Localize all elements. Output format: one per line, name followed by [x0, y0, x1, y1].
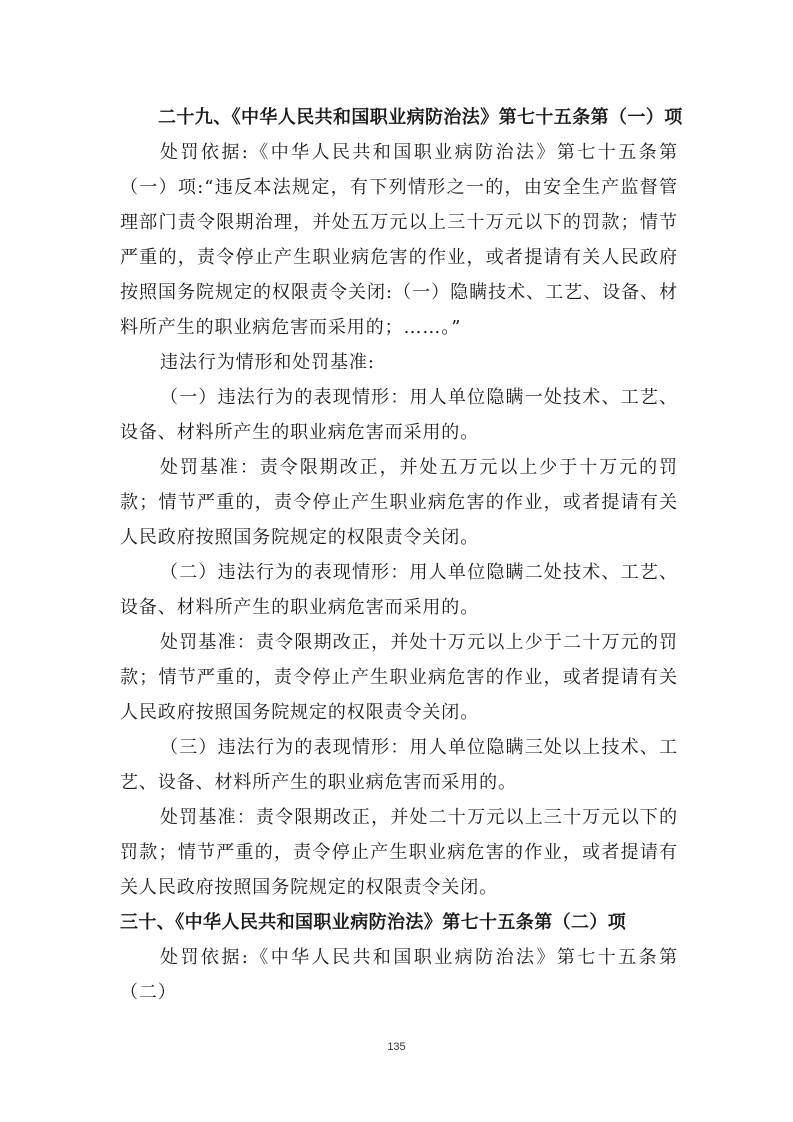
violation-case-2: （二）违法行为的表现情形：用人单位隐瞒二处技术、工艺、设备、材料所产生的职业病危害而采用的。	[120, 562, 678, 618]
penalty-standard-3: 处罚基准：责令限期改正，并处二十万元以上三十万元以下的罚款；情节严重的，责令停止产生职业病危害的作业，或者提请有关人民政府按照国务院规定的权限责令关闭。	[120, 807, 678, 898]
document-body	[120, 100, 683, 1010]
violation-standard-label: 违法行为情形和处罚基准:	[160, 352, 375, 373]
section-heading-29: 二十九、《中华人民共和国职业病防治法》第七十五条第（一）项	[158, 107, 683, 128]
page-number: 135	[387, 1041, 406, 1053]
penalty-basis-paragraph-30: 处罚依据:《中华人民共和国职业病防治法》第七十五条第（二）	[120, 947, 678, 1003]
violation-case-3: （三）违法行为的表现情形：用人单位隐瞒三处以上技术、工艺、设备、材料所产生的职业病危害而采用的。	[120, 737, 678, 793]
penalty-standard-1: 处罚基准：责令限期改正，并处五万元以上少于十万元的罚款；情节严重的，责令停止产生职业病危害的作业，或者提请有关人民政府按照国务院规定的权限责令关闭。	[120, 457, 678, 548]
penalty-basis-paragraph: 处罚依据:《中华人民共和国职业病防治法》第七十五条第（一）项:“违反本法规定，有下列情形之一的，由安全生产监督管理部门责令限期治理，并处五万元以上三十万元以下的罚款；情节严重的，责令停止产生职业病危害的作业，或者提请有关人民政府按照国务院规定的权限责令关闭:（一）隐瞒技术、工艺、设备、材料所产生的职业病危害而采用的；……。”	[120, 142, 678, 338]
section-heading-30: 三十、《中华人民共和国职业病防治法》第七十五条第（二）项	[120, 912, 627, 933]
penalty-standard-2: 处罚基准：责令限期改正，并处十万元以上少于二十万元的罚款；情节严重的，责令停止产生职业病危害的作业，或者提请有关人民政府按照国务院规定的权限责令关闭。	[120, 632, 678, 723]
violation-case-1: （一）违法行为的表现情形：用人单位隐瞒一处技术、工艺、设备、材料所产生的职业病危害而采用的。	[120, 387, 678, 443]
